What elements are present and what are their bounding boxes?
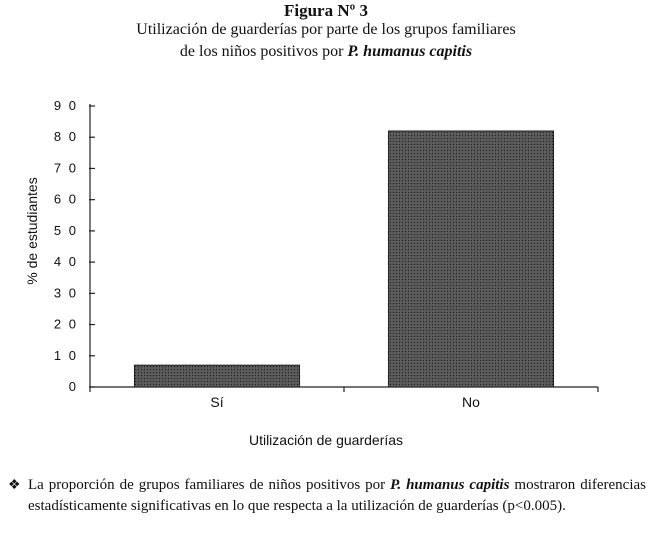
- bar-1: [388, 131, 553, 387]
- y-tick-label: 9 0: [53, 98, 78, 113]
- footnote-text: [28, 475, 646, 517]
- y-tick-label: 8 0: [53, 129, 78, 145]
- x-axis-label: Utilización de guarderías: [248, 432, 404, 448]
- y-tick-label: 5 0: [53, 222, 78, 238]
- footnote-text-prefix: La proporción de grupos familiares de niños positivos por: [28, 477, 391, 493]
- chart-title-line2-prefix: de los niños positivos por: [179, 43, 348, 60]
- y-tick-label: 4 0: [53, 254, 78, 270]
- y-tick-label: 6 0: [53, 191, 78, 207]
- x-category-label: No: [462, 394, 480, 410]
- chart-title-line1: Utilización de guarderías por parte de los grupos familiares: [136, 21, 516, 38]
- x-category-label: Sí: [210, 394, 224, 410]
- diamond-bullet-icon: ❖: [8, 478, 21, 493]
- footnote-text-suffix: mostraron diferencias estadísticamente significativas en lo que respecta a la utilización de guarderías (p<0.005).: [28, 477, 646, 514]
- bar-0: [134, 365, 299, 387]
- footnote: [8, 475, 646, 517]
- y-tick-label: 7 0: [53, 160, 78, 176]
- chart-title-species: P. humanus capitis: [347, 43, 473, 60]
- figure-label: Figura Nº 3: [284, 1, 368, 20]
- y-tick-label: 0: [68, 379, 78, 394]
- y-tick-label: 2 0: [53, 316, 78, 332]
- y-tick-label: 3 0: [53, 285, 78, 301]
- footnote-species: P. humanus capitis: [390, 477, 510, 493]
- y-axis-label: % de estudiantes: [24, 177, 40, 285]
- y-tick-label: 1 0: [53, 347, 78, 363]
